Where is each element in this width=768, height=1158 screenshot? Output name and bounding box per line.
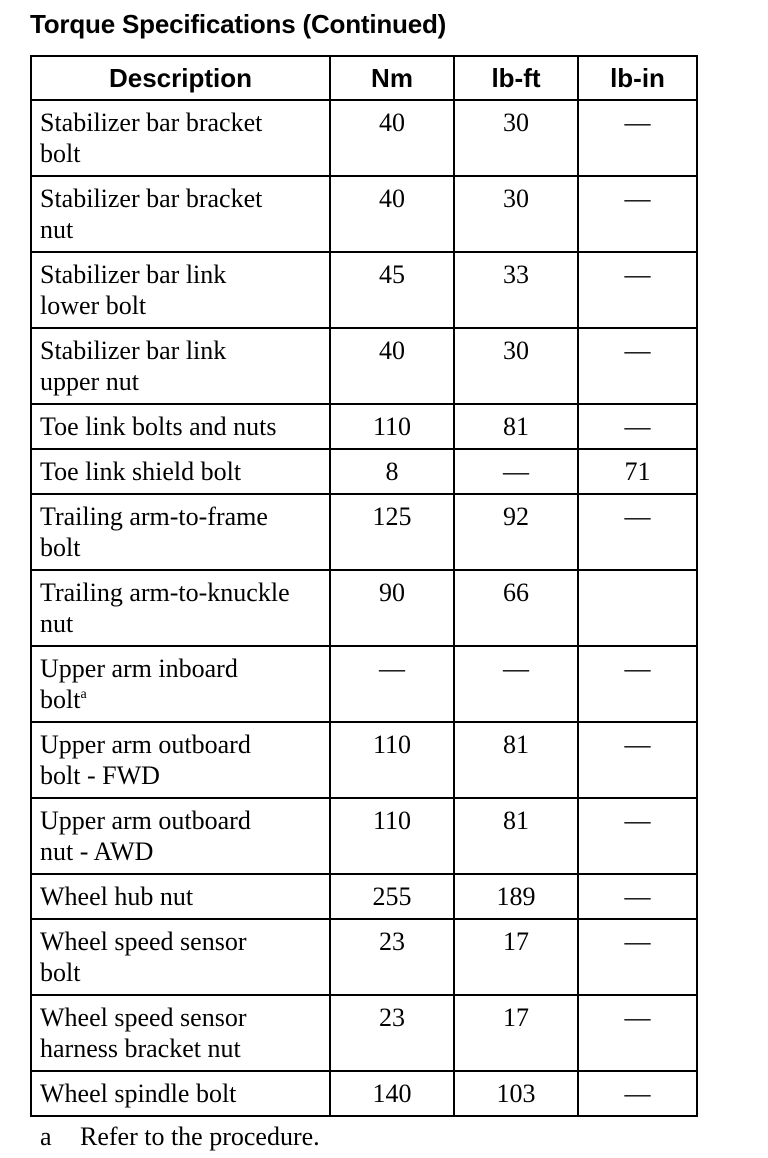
description-text: Upper arm outboard <box>40 730 251 759</box>
description-line <box>40 805 325 836</box>
description-line <box>40 366 325 397</box>
lb-ft-cell: 17 <box>454 919 578 995</box>
description-cell <box>31 995 330 1071</box>
nm-cell: 140 <box>330 1071 454 1116</box>
lb-ft-cell: 81 <box>454 798 578 874</box>
lb-in-cell: — <box>578 176 697 252</box>
table-row <box>31 722 697 798</box>
description-cell <box>31 328 330 404</box>
description-text: Stabilizer bar bracket <box>40 108 263 137</box>
table-body <box>31 100 697 1116</box>
description-line <box>40 760 325 791</box>
description-text: Wheel spindle bolt <box>40 1079 237 1108</box>
description-cell <box>31 176 330 252</box>
lb-in-cell: — <box>578 494 697 570</box>
description-cell <box>31 1071 330 1116</box>
nm-cell: 23 <box>330 919 454 995</box>
torque-spec-table <box>30 55 698 1117</box>
description-line <box>40 836 325 867</box>
description-line <box>40 881 325 912</box>
nm-cell: 90 <box>330 570 454 646</box>
description-cell <box>31 570 330 646</box>
nm-cell: 23 <box>330 995 454 1071</box>
description-line <box>40 138 325 169</box>
lb-ft-cell: 103 <box>454 1071 578 1116</box>
description-line <box>40 290 325 321</box>
nm-cell: 125 <box>330 494 454 570</box>
lb-in-cell: 71 <box>578 449 697 494</box>
description-line <box>40 259 325 290</box>
nm-cell: 40 <box>330 176 454 252</box>
description-text: nut <box>40 609 74 638</box>
description-line <box>40 183 325 214</box>
description-line <box>40 456 325 487</box>
description-text: Stabilizer bar bracket <box>40 184 263 213</box>
description-line <box>40 653 325 684</box>
lb-ft-cell: 33 <box>454 252 578 328</box>
lb-in-cell: — <box>578 919 697 995</box>
table-row <box>31 1071 697 1116</box>
description-text: bolt <box>40 139 81 168</box>
table-row <box>31 570 697 646</box>
table-row <box>31 874 697 919</box>
description-line <box>40 729 325 760</box>
lb-ft-cell: — <box>454 449 578 494</box>
nm-cell: — <box>330 646 454 722</box>
description-text: bolt <box>40 533 81 562</box>
description-line <box>40 335 325 366</box>
footnote-text: Refer to the procedure. <box>80 1122 320 1151</box>
description-line <box>40 608 325 639</box>
nm-cell: 40 <box>330 100 454 176</box>
description-cell <box>31 919 330 995</box>
description-cell <box>31 252 330 328</box>
lb-ft-cell: 81 <box>454 404 578 449</box>
table-row <box>31 252 697 328</box>
description-line <box>40 501 325 532</box>
description-cell <box>31 494 330 570</box>
nm-cell: 110 <box>330 722 454 798</box>
footnote-mark: a <box>40 1122 52 1151</box>
description-text: Stabilizer bar link <box>40 336 227 365</box>
lb-ft-cell: 30 <box>454 328 578 404</box>
description-line <box>40 1033 325 1064</box>
description-text: nut - AWD <box>40 837 154 866</box>
lb-in-cell: — <box>578 995 697 1071</box>
page-title: Torque Specifications (Continued) <box>30 9 447 39</box>
lb-in-cell: — <box>578 646 697 722</box>
description-text: Trailing arm-to-knuckle <box>40 578 290 607</box>
table-row <box>31 449 697 494</box>
description-line <box>40 214 325 245</box>
footnote-reference: a <box>80 687 87 702</box>
description-cell <box>31 874 330 919</box>
footnote <box>40 1120 320 1154</box>
description-cell <box>31 100 330 176</box>
description-text: Trailing arm-to-frame <box>40 502 268 531</box>
description-text: Toe link shield bolt <box>40 457 242 486</box>
description-cell <box>31 404 330 449</box>
description-line <box>40 1002 325 1033</box>
lb-in-cell: — <box>578 328 697 404</box>
lb-ft-cell: — <box>454 646 578 722</box>
lb-in-cell: — <box>578 404 697 449</box>
nm-cell: 110 <box>330 404 454 449</box>
description-text: Upper arm inboard <box>40 654 238 683</box>
lb-in-cell: — <box>578 722 697 798</box>
table-row <box>31 646 697 722</box>
description-line <box>40 926 325 957</box>
nm-cell: 8 <box>330 449 454 494</box>
lb-in-cell: — <box>578 100 697 176</box>
lb-in-cell <box>578 570 697 646</box>
description-line <box>40 1078 325 1109</box>
nm-cell: 110 <box>330 798 454 874</box>
nm-cell: 45 <box>330 252 454 328</box>
description-text: bolt <box>40 958 81 987</box>
description-text: harness bracket nut <box>40 1034 241 1063</box>
description-text: bolt - FWD <box>40 761 160 790</box>
description-text: Toe link bolts and nuts <box>40 412 277 441</box>
table-row <box>31 919 697 995</box>
description-text: Wheel speed sensor <box>40 1003 247 1032</box>
lb-in-cell: — <box>578 798 697 874</box>
description-text: nut <box>40 215 74 244</box>
description-text: bolt <box>40 685 81 714</box>
description-line <box>40 532 325 563</box>
description-line <box>40 684 325 715</box>
lb-ft-cell: 66 <box>454 570 578 646</box>
table-row <box>31 995 697 1071</box>
description-text: Wheel hub nut <box>40 882 194 911</box>
description-line <box>40 957 325 988</box>
description-cell <box>31 646 330 722</box>
table-row <box>31 176 697 252</box>
lb-in-cell: — <box>578 1071 697 1116</box>
description-line <box>40 577 325 608</box>
table-row <box>31 100 697 176</box>
table-row <box>31 494 697 570</box>
lb-in-cell: — <box>578 252 697 328</box>
nm-cell: 255 <box>330 874 454 919</box>
lb-ft-cell: 189 <box>454 874 578 919</box>
column-header-nm: Nm <box>330 56 454 100</box>
table-row <box>31 404 697 449</box>
description-text: upper nut <box>40 367 139 396</box>
description-text: lower bolt <box>40 291 147 320</box>
description-line <box>40 411 325 442</box>
lb-ft-cell: 81 <box>454 722 578 798</box>
description-cell <box>31 449 330 494</box>
description-line <box>40 107 325 138</box>
table-row <box>31 328 697 404</box>
column-header-lb-ft: lb-ft <box>454 56 578 100</box>
description-cell <box>31 798 330 874</box>
column-header-description: Description <box>31 56 330 100</box>
lb-ft-cell: 30 <box>454 100 578 176</box>
description-cell <box>31 722 330 798</box>
lb-ft-cell: 30 <box>454 176 578 252</box>
description-text: Upper arm outboard <box>40 806 251 835</box>
lb-ft-cell: 92 <box>454 494 578 570</box>
table-header-row <box>31 56 697 100</box>
table-row <box>31 798 697 874</box>
column-header-lb-in: lb-in <box>578 56 697 100</box>
lb-in-cell: — <box>578 874 697 919</box>
nm-cell: 40 <box>330 328 454 404</box>
lb-ft-cell: 17 <box>454 995 578 1071</box>
description-text: Wheel speed sensor <box>40 927 247 956</box>
description-text: Stabilizer bar link <box>40 260 227 289</box>
